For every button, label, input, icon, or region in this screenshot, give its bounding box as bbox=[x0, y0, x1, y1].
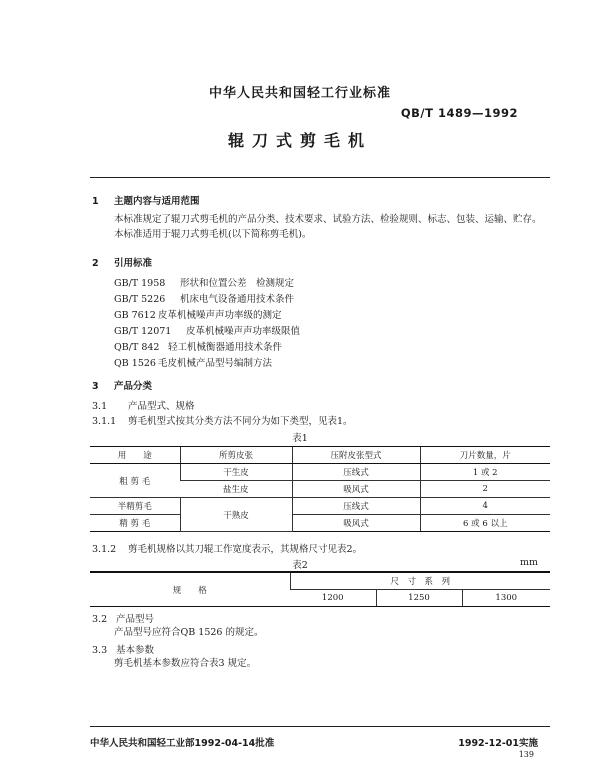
subsection-3-1-2: 3.1.2 剪毛机规格以其刀辊工作宽度表示，其规格尺寸见表2。 bbox=[92, 544, 363, 555]
table-1-caption: 表1 bbox=[292, 433, 308, 444]
subsection-3-1: 3.1 产品型式、规格 bbox=[92, 401, 195, 412]
subsection-3-3: 3.3 基本参数 bbox=[92, 645, 155, 656]
page-number: 139 bbox=[518, 750, 534, 759]
implementation-date: 1992-12-01实施 bbox=[458, 738, 538, 749]
subsection-3-1-1: 3.1.1 剪毛机型式按其分类方法不同分为如下类型，见表1。 bbox=[92, 416, 353, 427]
unit-label: mm bbox=[519, 557, 538, 568]
reference-item: GB 7612 皮革机械噪声声功率级的测定 bbox=[114, 310, 282, 321]
approval-date: 中华人民共和国轻工业部1992-04-14批准 bbox=[90, 738, 275, 749]
table-1 bbox=[90, 446, 550, 532]
section-1-para-2: 本标准适用于辊刀式剪毛机(以下简称剪毛机)。 bbox=[114, 229, 312, 240]
reference-item: GB/T 12071 皮革机械噪声声功率级限值 bbox=[114, 326, 301, 337]
page-title: 辊刀式剪毛机 bbox=[227, 131, 372, 150]
reference-item: GB/T 5226 机床电气设备通用技术条件 bbox=[114, 294, 295, 305]
table-row: 1200 1250 1300 bbox=[90, 590, 550, 607]
reference-item: QB/T 842 轻工机械衡器通用技术条件 bbox=[114, 342, 283, 353]
subsection-3-2: 3.2 产品型号 bbox=[92, 614, 155, 625]
table-row: 规 格 尺 寸 系 列 bbox=[90, 573, 550, 590]
table-row: 粗 剪 毛 干生皮 压线式 1 或 2 bbox=[90, 464, 550, 481]
section-1-para-1: 本标准规定了辊刀式剪毛机的产品分类、技术要求、试验方法、检验规则、标志、包装、运输、贮存。 bbox=[114, 214, 542, 225]
standard-code: QB/T 1489—1992 bbox=[400, 106, 518, 120]
subsection-3-3-body: 剪毛机基本参数应符合表3 规定。 bbox=[114, 658, 257, 669]
table-row: 用 途 所剪皮张 压附皮张型式 刀片数量，片 bbox=[90, 447, 550, 464]
footer-divider bbox=[90, 726, 550, 727]
issuing-authority: 中华人民共和国轻工行业标准 bbox=[208, 86, 391, 101]
table-row: 盐生皮 吸风式 2 bbox=[90, 481, 550, 498]
reference-item: QB 1526 毛皮机械产品型号编制方法 bbox=[114, 358, 273, 369]
reference-item: GB/T 1958 形状和位置公差 检测规定 bbox=[114, 278, 295, 289]
table-row: 半精剪毛 干熟皮 压线式 4 bbox=[90, 498, 550, 515]
header-divider bbox=[90, 177, 550, 178]
table-2 bbox=[90, 573, 550, 607]
table-2-caption: 表2 bbox=[292, 560, 308, 571]
section-2-heading: 2 引用标准 bbox=[92, 258, 153, 269]
subsection-3-2-body: 产品型号应符合QB 1526 的规定。 bbox=[114, 627, 264, 638]
section-3-heading: 3 产品分类 bbox=[92, 381, 153, 392]
table-row: 精 剪 毛 吸风式 6 或 6 以上 bbox=[90, 515, 550, 532]
section-1-heading: 1 主题内容与适用范围 bbox=[92, 196, 200, 207]
